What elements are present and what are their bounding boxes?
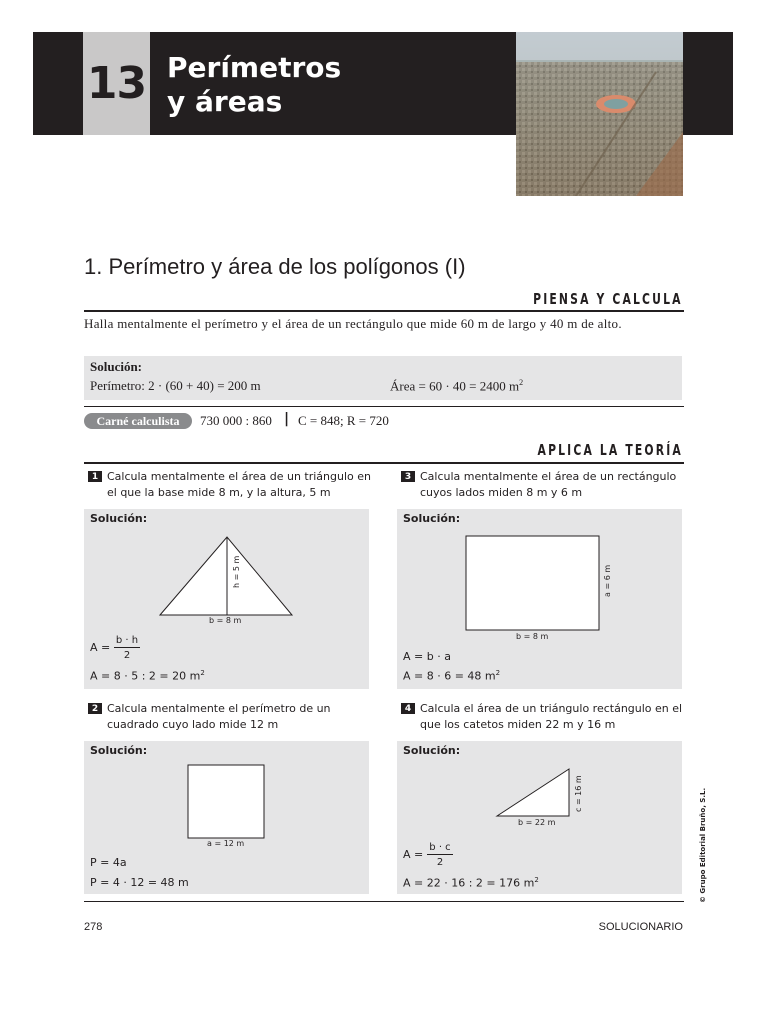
- piensa-problem: Halla mentalmente el perímetro y el área de un rectángulo que mide 60 m de largo y 40 m de alto.: [84, 316, 622, 331]
- carne-separator: |: [284, 411, 290, 427]
- exercise-2-square-figure: [84, 741, 369, 894]
- book-label: SOLUCIONARIO: [598, 921, 683, 933]
- copyright-notice: © Grupo Editorial Bruño, S.L.: [699, 787, 707, 903]
- carne-operation: 730 000 : 860: [200, 413, 272, 428]
- exercise-4-text: Calcula el área de un triángulo rectángulo en el que los catetos miden 22 m y 16 m: [420, 702, 683, 731]
- exercise-1-number: 1: [88, 471, 102, 482]
- exercise-4-formula-den: 2: [436, 857, 444, 868]
- exercise-4-solution-label: Solución:: [403, 744, 461, 757]
- exercise-1-triangle-figure: [84, 509, 369, 689]
- exercise-2-side-label: a = 12 m: [207, 839, 245, 848]
- exercise-1-height-label: h = 5 m: [232, 555, 241, 588]
- piensa-area: Área = 60 · 40 = 2400 $m^2$: [390, 378, 524, 394]
- aerial-city-photo: [516, 32, 683, 196]
- exercise-2-result: P = 4 · 12 = 48 m: [90, 876, 189, 889]
- carne-result: C = 848; R = 720: [298, 413, 389, 428]
- exercise-2-formula: P = 4a: [90, 856, 127, 869]
- exercise-3-base-label: b = 8 m: [516, 632, 549, 641]
- chapter-number: 13: [86, 58, 147, 109]
- exercise-4-result: A = 22 · 16 : 2 = 176 $m^2$: [403, 876, 539, 890]
- exercise-1-formula-den: 2: [123, 650, 131, 661]
- exercise-1-result: A = 8 · 5 : 2 = 20 $m^2$: [90, 669, 205, 683]
- piensa-rule: [84, 310, 684, 312]
- aplica-band-label: APLICA LA TEORÍA: [537, 441, 683, 459]
- exercise-4-formula-lhs: A =: [403, 848, 424, 861]
- exercise-1-base-label: b = 8 m: [209, 616, 242, 625]
- aplica-rule: [84, 462, 684, 464]
- exercise-4-height-label: c = 16 m: [574, 775, 583, 812]
- exercise-2-solution-label: Solución:: [90, 744, 148, 757]
- carne-rule-top: [84, 406, 684, 407]
- exercise-2-text: Calcula mentalmente el perímetro de un cuadrado cuyo lado mide 12 m: [107, 702, 331, 731]
- footer-rule: [84, 901, 684, 902]
- piensa-solution-label: Solución:: [90, 359, 143, 374]
- exercise-1-solution-label: Solución:: [90, 512, 148, 525]
- exercise-3-result: A = 8 · 6 = 48 $m^2$: [403, 669, 501, 683]
- exercise-1-text: Calcula mentalmente el área de un triángulo en el que la base mide 8 m, y la altura, 5 m: [107, 470, 371, 499]
- exercise-3-solution-label: Solución:: [403, 512, 461, 525]
- section-title: 1. Perímetro y área de los polígonos (I): [84, 254, 466, 279]
- exercise-4-formula-num: b · c: [427, 842, 453, 855]
- exercise-3-formula: A = b · a: [403, 650, 451, 663]
- chapter-title-line1: Perímetros: [167, 51, 342, 84]
- exercise-4-base-label: b = 22 m: [518, 818, 556, 827]
- exercise-3-number: 3: [401, 471, 415, 482]
- exercise-4-number: 4: [401, 703, 415, 714]
- carne-calculista-badge: Carné calculista: [84, 413, 192, 429]
- chapter-title-line2: y áreas: [167, 85, 283, 118]
- page-number: 278: [84, 921, 103, 933]
- exercise-1-formula-lhs: A =: [90, 641, 111, 654]
- piensa-band-label: PIENSA Y CALCULA: [533, 290, 683, 308]
- piensa-perimeter: Perímetro: 2 · (60 + 40) = 200 m: [90, 378, 261, 393]
- exercise-2-number: 2: [88, 703, 102, 714]
- exercise-3-height-label: a = 6 m: [603, 564, 612, 597]
- exercise-1-formula-num: b · h: [115, 635, 139, 646]
- exercise-3-text: Calcula mentalmente el área de un rectángulo cuyos lados miden 8 m y 6 m: [420, 470, 677, 499]
